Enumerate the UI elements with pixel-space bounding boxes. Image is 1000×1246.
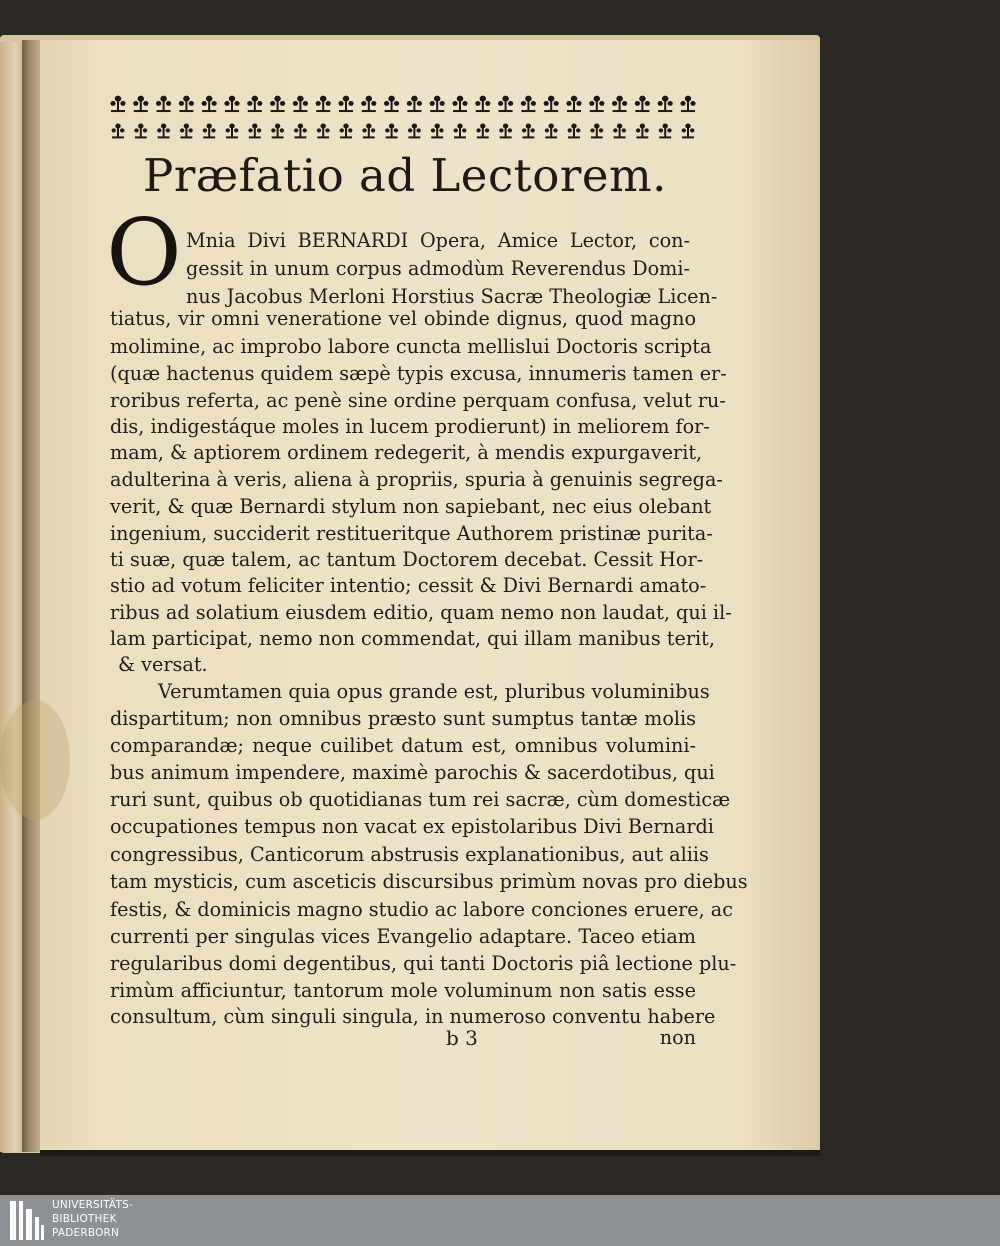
text-line: bus animum impendere, maximè parochis & sacerdotibus, qui: [110, 761, 715, 784]
text-line: nus Jacobus Merloni Horstius Sacræ Theologiæ Licen-: [186, 285, 718, 308]
text-line: tam mysticis, cum asceticis discursibus primùm novas pro diebus: [110, 870, 748, 893]
library-footer-bar: [0, 1195, 1000, 1246]
signature-mark: b 3: [446, 1026, 478, 1050]
page-shadow: [40, 1150, 820, 1156]
text-line: occupationes tempus non vacat ex epistolaribus Divi Bernardi: [110, 815, 714, 838]
text-line: gessit in unum corpus admodùm Reverendus Domi-: [186, 257, 690, 280]
drop-cap: O: [106, 199, 182, 306]
ornament-row-bottom: [108, 120, 702, 140]
text-line: comparandæ; neque cuilibet datum est, omnibus volumini-: [110, 734, 696, 757]
text-line: ribus ad solatium eiusdem editio, quam nemo non laudat, qui il-: [110, 601, 732, 624]
text-line: & versat.: [118, 653, 208, 676]
library-name-line: UNIVERSITÄTS-: [52, 1199, 133, 1211]
text-line: mam, & aptiorem ordinem redegerit, à mendis expurgaverit,: [110, 441, 703, 464]
text-line: dis, indigestáque moles in lucem prodierunt) in meliorem for-: [110, 415, 710, 438]
ornament-row-top: [108, 92, 702, 114]
text-line: verit, & quæ Bernardi stylum non sapiebant, nec eius olebant: [110, 495, 712, 518]
text-line: roribus referta, ac penè sine ordine perquam confusa, velut ru-: [110, 389, 726, 412]
text-line: lam participat, nemo non commendat, qui illam manibus terit,: [110, 627, 715, 650]
text-line: (quæ hactenus quidem sæpè typis excusa, innumeris tamen er-: [110, 362, 727, 385]
library-name-line: PADERBORN: [52, 1227, 120, 1239]
text-line: festis, & dominicis magno studio ac labore conciones eruere, ac: [110, 898, 733, 921]
text-line: ruri sunt, quibus ob quotidianas tum rei sacræ, cùm domesticæ: [110, 788, 731, 811]
text-line: molimine, ac improbo labore cuncta mellislui Doctoris scripta: [110, 335, 712, 358]
text-line: currenti per singulas vices Evangelio adaptare. Taceo etiam: [110, 925, 696, 948]
decorative-ornament-band: [108, 92, 702, 140]
text-line: stio ad votum feliciter intentio; cessit & Divi Bernardi amato-: [110, 574, 707, 597]
library-name-line: BIBLIOTHEK: [52, 1213, 117, 1225]
page-stain: [0, 700, 70, 820]
text-line: rimùm afficiuntur, tantorum mole voluminum non satis esse: [110, 979, 696, 1002]
page-title: Præfatio ad Lectorem.: [143, 149, 667, 202]
text-line: tiatus, vir omni veneratione vel obinde dignus, quod magno: [110, 307, 696, 330]
text-line: regularibus domi degentibus, qui tanti Doctoris piâ lectione plu-: [110, 952, 737, 975]
library-name: [52, 1198, 133, 1240]
text-line: Verumtamen quia opus grande est, pluribus voluminibus: [158, 680, 710, 703]
text-line: Mnia Divi BERNARDI Opera, Amice Lector, con-: [186, 229, 690, 252]
library-logo-icon: [8, 1199, 46, 1242]
text-line: ti suæ, quæ talem, ac tantum Doctorem decebat. Cessit Hor-: [110, 548, 704, 571]
text-line: congressibus, Canticorum abstrusis explanationibus, aut aliis: [110, 843, 709, 866]
text-line: dispartitum; non omnibus præsto sunt sumptus tantæ molis: [110, 707, 696, 730]
catchword: non: [659, 1026, 696, 1049]
text-line: adulterina à veris, aliena à propriis, spuria à genuinis segrega-: [110, 468, 723, 491]
text-line: consultum, cùm singuli singula, in numeroso conventu habere: [110, 1005, 716, 1028]
text-line: ingenium, succiderit restitueritque Authorem pristinæ purita-: [110, 522, 713, 545]
